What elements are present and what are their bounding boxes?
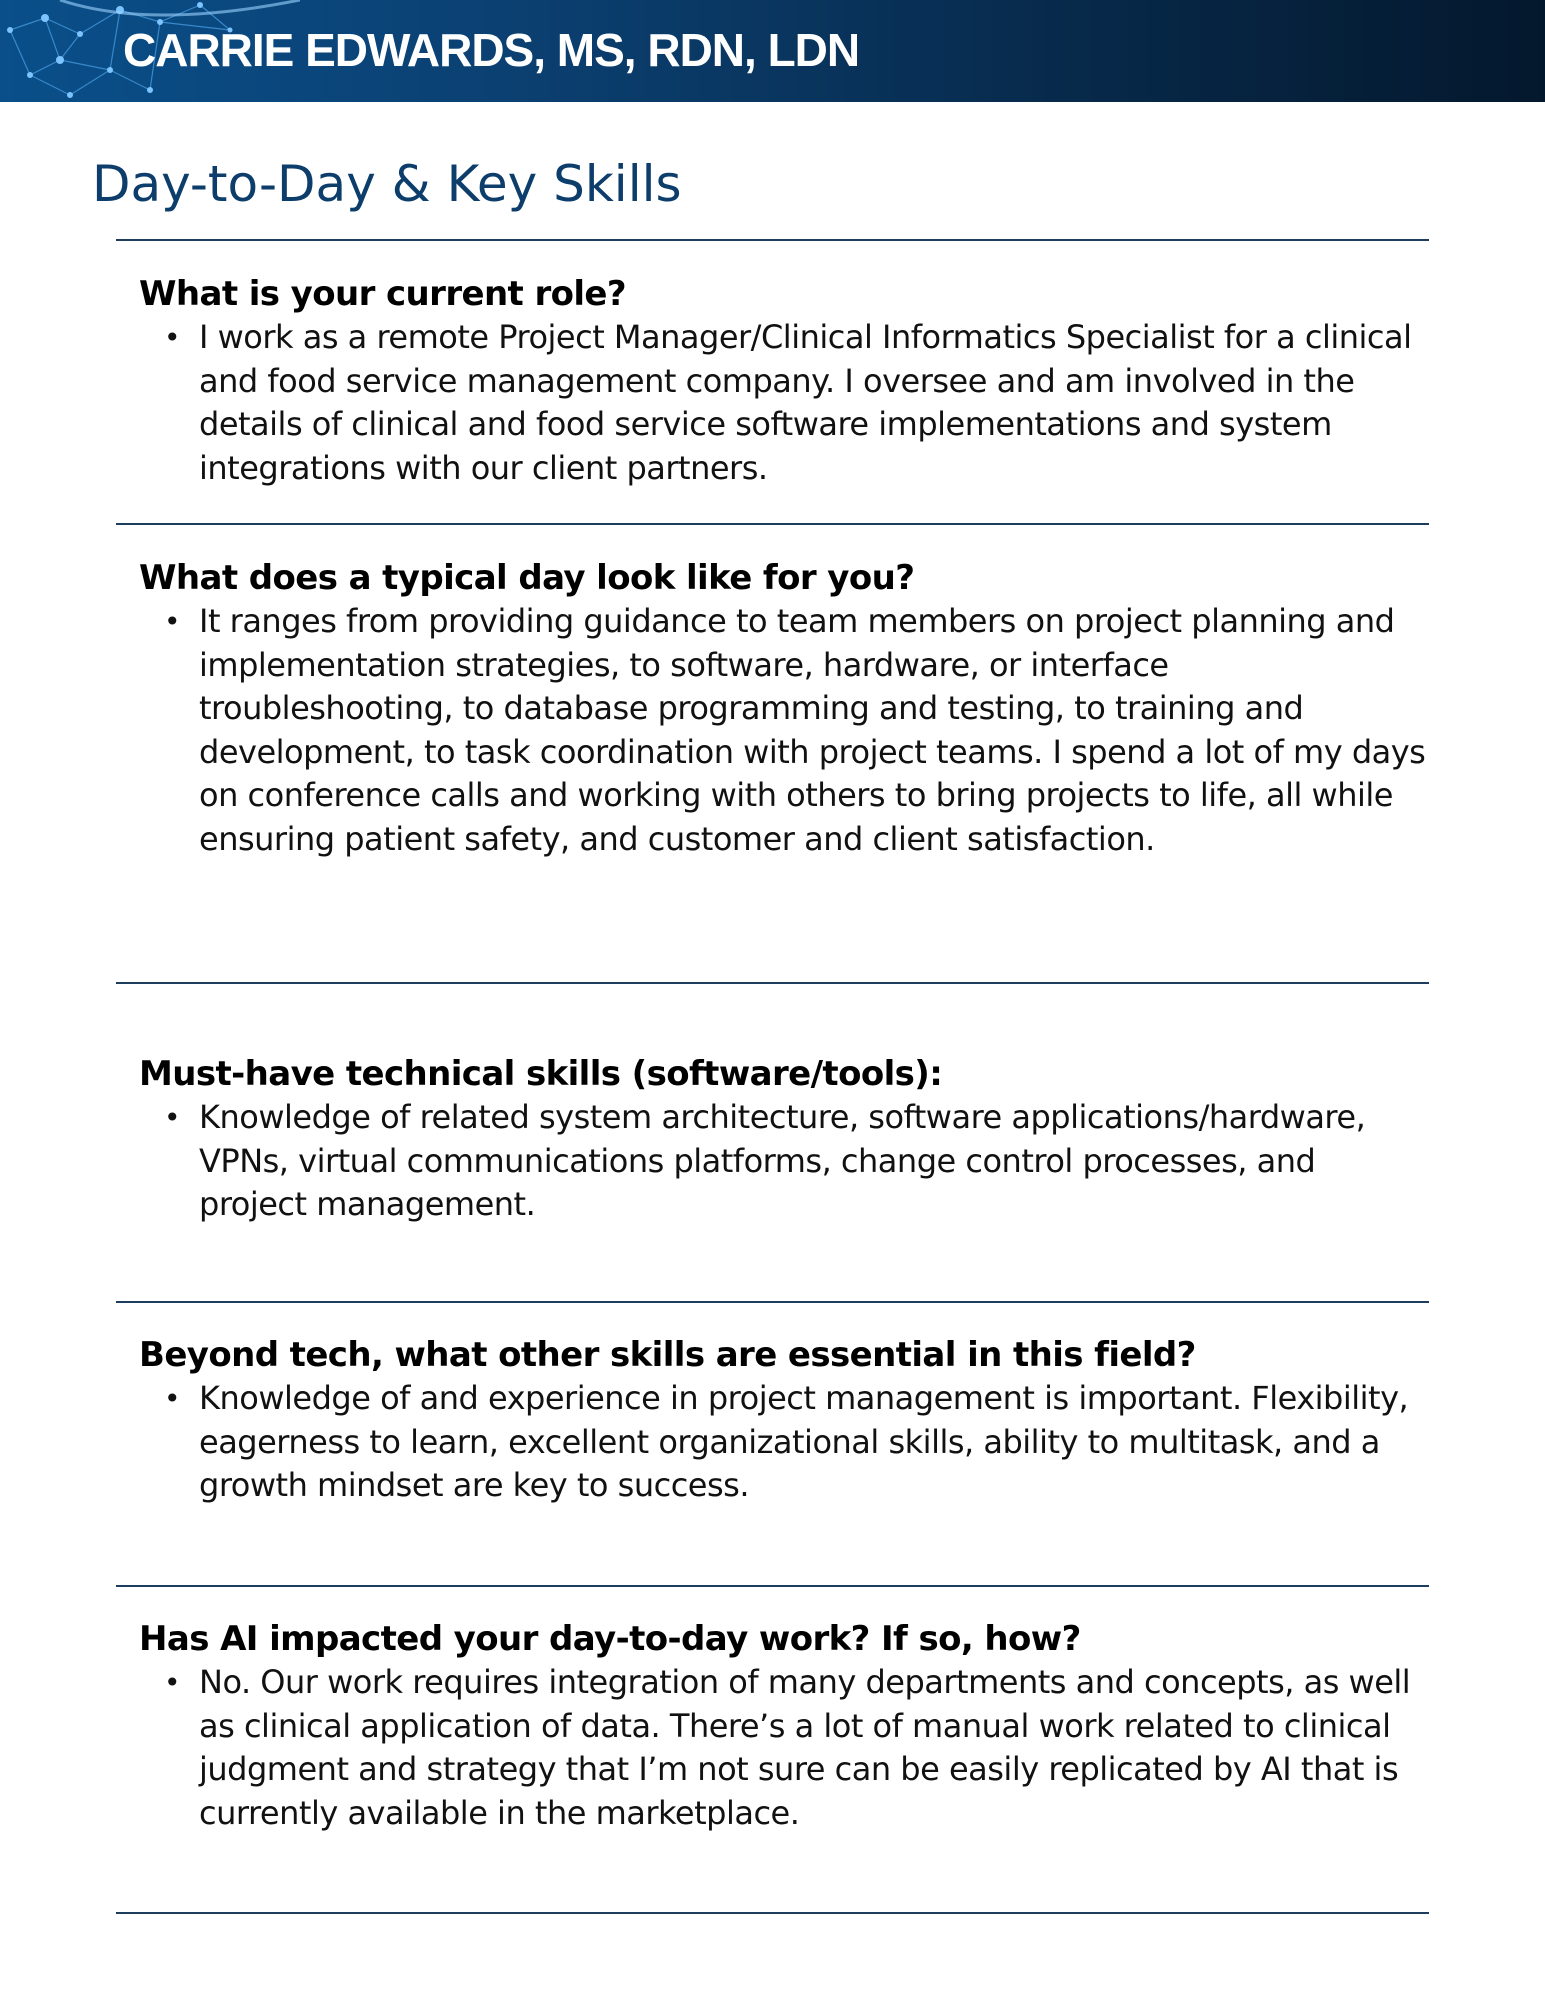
answer-text: Knowledge of and experience in project management is important. Flexibility, eagerness to learn, excellent organizational skills, ability to multitask, and a growth mindset are key to success.	[199, 1379, 1409, 1504]
answer-item	[139, 1096, 1429, 1227]
answer-item	[139, 316, 1429, 490]
answer-item	[139, 600, 1429, 861]
qa-item-current-role	[139, 272, 1429, 490]
question: What does a typical day look like for you?	[139, 558, 915, 598]
bullet-icon: •	[164, 1101, 181, 1134]
question: Must-have technical skills (software/tools):	[139, 1054, 943, 1094]
question: Beyond tech, what other skills are essential in this field?	[139, 1335, 1196, 1375]
answer-list	[139, 1661, 1429, 1835]
header-banner	[0, 0, 1545, 102]
answer-item	[139, 1661, 1429, 1835]
answer-list	[139, 1377, 1429, 1508]
qa-item-typical-day	[139, 556, 1429, 861]
divider	[116, 1301, 1429, 1303]
qa-item-other-skills	[139, 1333, 1429, 1508]
bullet-icon: •	[164, 321, 181, 354]
answer-text: I work as a remote Project Manager/Clinical Informatics Specialist for a clinical and food service management company. I oversee and am involved in the details of clinical and food service software implementations and system integrations with our client partners.	[199, 318, 1412, 487]
question: Has AI impacted your day-to-day work? If so, how?	[139, 1619, 1081, 1659]
divider	[116, 523, 1429, 525]
bullet-icon: •	[164, 1666, 181, 1699]
question: What is your current role?	[139, 274, 627, 314]
divider	[116, 239, 1429, 241]
answer-text: It ranges from providing guidance to team members on project planning and implementation strategies, to software, hardware, or interface troubleshooting, to database programming and testing, to training and development, to task coordination with project teams. I spend a lot of my days on conference calls and working with others to bring projects to life, all while ensuring patient safety, and customer and client satisfaction.	[199, 602, 1426, 858]
answer-list	[139, 316, 1429, 490]
answer-list	[139, 1096, 1429, 1227]
answer-text: Knowledge of related system architecture, software applications/hardware, VPNs, virtual communications platforms, change control processes, and project management.	[199, 1098, 1366, 1223]
bullet-icon: •	[164, 605, 181, 638]
person-name: CARRIE EDWARDS, MS, RDN, LDN	[123, 24, 860, 76]
divider	[116, 982, 1429, 984]
divider	[116, 1912, 1429, 1914]
page-title: Day-to-Day & Key Skills	[92, 155, 682, 213]
qa-item-ai-impact	[139, 1617, 1429, 1835]
bullet-icon: •	[164, 1382, 181, 1415]
answer-item	[139, 1377, 1429, 1508]
answer-text: No. Our work requires integration of many departments and concepts, as well as clinical application of data. There’s a lot of manual work related to clinical judgment and strategy that I’m not sure can be easily replicated by AI that is currently available in the marketplace.	[199, 1663, 1411, 1832]
answer-list	[139, 600, 1429, 861]
qa-item-technical-skills	[139, 1052, 1429, 1227]
divider	[116, 1585, 1429, 1587]
